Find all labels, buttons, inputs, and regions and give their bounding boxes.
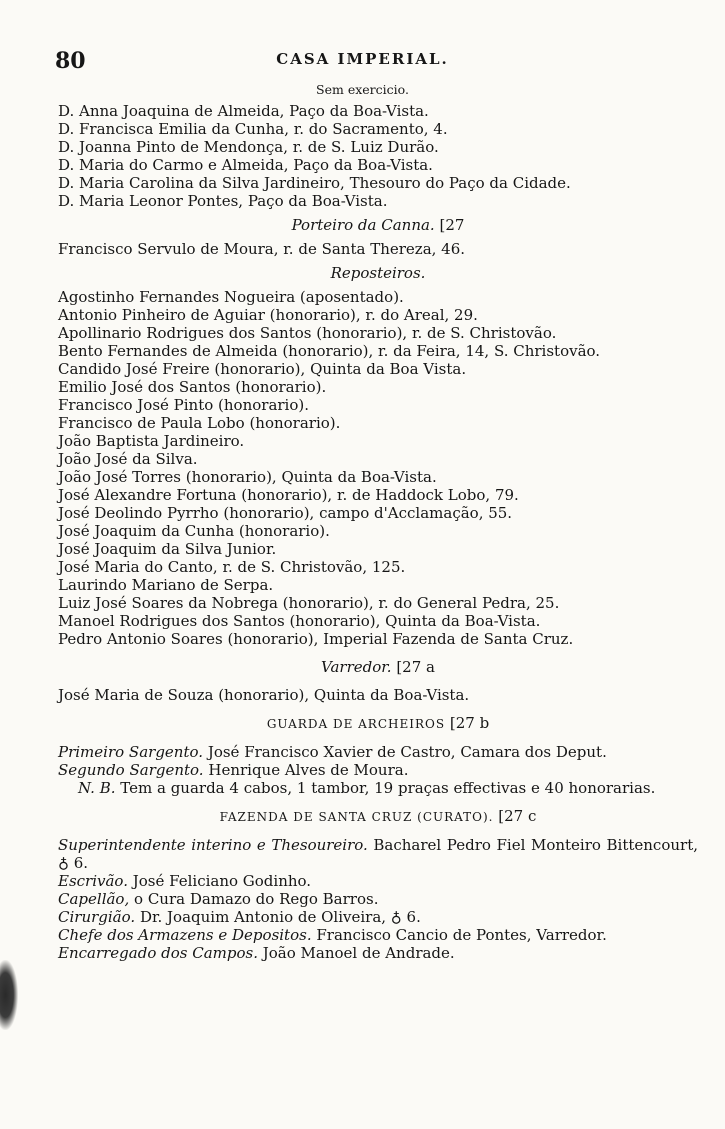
role-holder: José Francisco Xavier de Castro, Camara dos Deput. <box>207 743 607 761</box>
list-item: Emilio José dos Santos (honorario). <box>58 378 327 396</box>
role-holder: João Manoel de Andrade. <box>262 944 455 962</box>
section-ref: [27 <box>439 216 465 234</box>
role-holder: o Cura Damazo do Rego Barros. <box>134 890 379 908</box>
list-item <box>58 944 698 962</box>
list-item: Francisco Servulo de Moura, r. de Santa Thereza, 46. <box>58 240 466 258</box>
list-item: Francisco José Pinto (honorario). <box>58 396 310 414</box>
role-label: Primeiro Sargento. <box>58 743 204 761</box>
note-label: N. B. <box>78 779 116 797</box>
fazenda-list <box>58 836 698 962</box>
role-holder: Francisco Cancio de Pontes, Varredor. <box>316 926 607 944</box>
list-item: D. Maria Carolina da Silva Jardineiro, Thesouro do Paço da Cidade. <box>58 174 571 192</box>
list-item <box>58 836 698 872</box>
section-ref: [27 a <box>396 658 435 676</box>
role-label: Escrivão. <box>58 872 128 890</box>
section-heading-varredor <box>58 658 698 676</box>
list-item: D. Joanna Pinto de Mendonça, r. de S. Luiz Durão. <box>58 138 439 156</box>
list-item: D. Maria Leonor Pontes, Paço da Boa-Vista. <box>58 192 388 210</box>
list-item: Francisco de Paula Lobo (honorario). <box>58 414 341 432</box>
sem-exercicio-list <box>58 102 698 210</box>
list-item <box>58 872 698 890</box>
running-title: CASA IMPERIAL. <box>276 50 449 68</box>
role-holder: Henrique Alves de Moura. <box>208 761 409 779</box>
heading-text: Porteiro da Canna. <box>291 216 435 234</box>
section-heading-porteiro <box>58 216 698 234</box>
list-item: Antonio Pinheiro de Aguiar (honorario), r. do Areal, 29. <box>58 306 478 324</box>
heading-text: GUARDA DE ARCHEIROS <box>266 717 446 731</box>
list-item: D. Maria do Carmo e Almeida, Paço da Boa-Vista. <box>58 156 433 174</box>
page-number: 80 <box>55 48 86 74</box>
list-item: José Deolindo Pyrrho (honorario), campo d'Acclamação, 55. <box>58 504 513 522</box>
role-label: Segundo Sargento. <box>58 761 204 779</box>
note-text: Tem a guarda 4 cabos, 1 tambor, 19 praças effectivas e 40 honorarias. <box>120 779 656 797</box>
list-item: D. Anna Joaquina de Almeida, Paço da Boa-Vista. <box>58 102 429 120</box>
heading-text: Varredor. <box>321 658 392 676</box>
role-label: Capellão, <box>58 890 130 908</box>
list-item: José Alexandre Fortuna (honorario), r. de Haddock Lobo, 79. <box>58 486 519 504</box>
role-label: Encarregado dos Campos. <box>58 944 258 962</box>
role-holder: José Feliciano Godinho. <box>132 872 312 890</box>
list-item: Agostinho Fernandes Nogueira (aposentado). <box>58 288 404 306</box>
binding-stain <box>0 960 18 1030</box>
section-subtitle: Sem exercicio. <box>316 82 409 97</box>
page-body <box>58 102 698 962</box>
role-label: Chefe dos Armazens e Depositos. <box>58 926 312 944</box>
list-item: Luiz José Soares da Nobrega (honorario), r. do General Pedra, 25. <box>58 594 560 612</box>
list-item: Apollinario Rodrigues dos Santos (honorario), r. de S. Christovão. <box>58 324 557 342</box>
list-item: D. Francisca Emilia da Cunha, r. do Sacramento, 4. <box>58 120 448 138</box>
reposteiros-list <box>58 288 698 648</box>
list-item <box>58 926 698 944</box>
list-item: José Joaquim da Cunha (honorario). <box>58 522 330 540</box>
list-item: Laurindo Mariano de Serpa. <box>58 576 274 594</box>
list-item: João José Torres (honorario), Quinta da Boa-Vista. <box>58 468 437 486</box>
role-label: Cirurgião. <box>58 908 136 926</box>
list-item: Pedro Antonio Soares (honorario), Imperial Fazenda de Santa Cruz. <box>58 630 574 648</box>
list-item: João Baptista Jardineiro. <box>58 432 245 450</box>
list-item <box>58 908 698 926</box>
section-heading-guarda <box>58 714 698 733</box>
list-item: Candido José Freire (honorario), Quinta da Boa Vista. <box>58 360 467 378</box>
guarda-note <box>58 779 698 797</box>
list-item: José Maria de Souza (honorario), Quinta da Boa-Vista. <box>58 686 470 704</box>
list-item: José Maria do Canto, r. de S. Christovão, 125. <box>58 558 406 576</box>
role-holder: Bacharel Pedro Fiel Monteiro Bittencourt, ♁ 6. <box>58 836 698 872</box>
guarda-primeiro <box>58 743 698 761</box>
list-item: Bento Fernandes de Almeida (honorario), r. da Feira, 14, S. Christovão. <box>58 342 601 360</box>
role-holder: Dr. Joaquim Antonio de Oliveira, ♁ 6. <box>139 908 421 926</box>
role-label: Superintendente interino e Thesoureiro. <box>58 836 368 854</box>
section-heading-reposteiros: Reposteiros. <box>330 264 426 282</box>
list-item: José Joaquim da Silva Junior. <box>58 540 277 558</box>
section-heading-fazenda <box>58 807 698 826</box>
heading-text: FAZENDA DE SANTA CRUZ (CURATO). <box>219 810 494 824</box>
section-ref: [27 c <box>498 807 537 825</box>
guarda-segundo <box>58 761 698 779</box>
list-item: João José da Silva. <box>58 450 198 468</box>
list-item: Manoel Rodrigues dos Santos (honorario), Quinta da Boa-Vista. <box>58 612 541 630</box>
section-ref: [27 b <box>449 714 490 732</box>
list-item <box>58 890 698 908</box>
